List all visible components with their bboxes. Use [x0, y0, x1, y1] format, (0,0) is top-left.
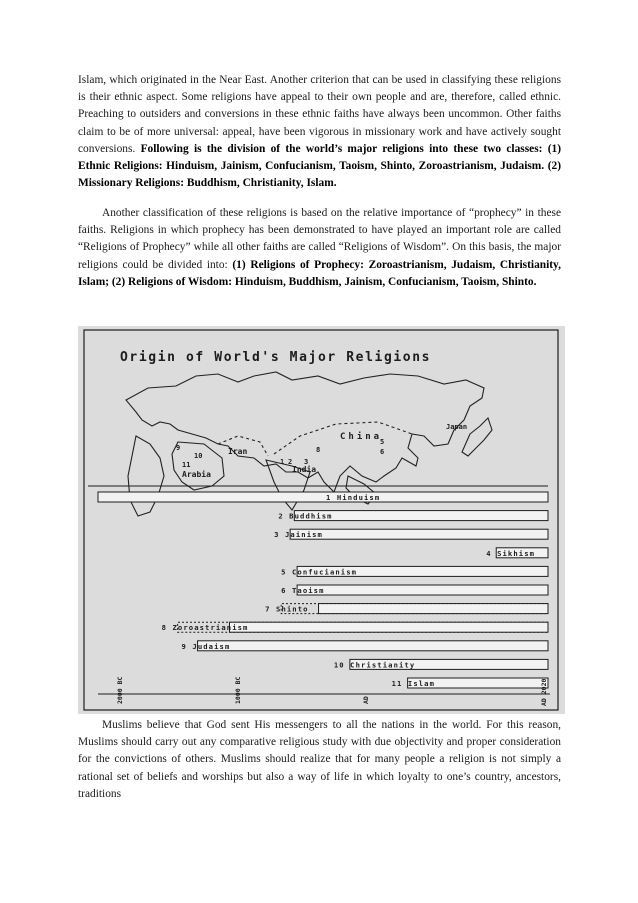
bar-hinduism: [98, 492, 548, 502]
bar-label-islam: 11 Islam: [391, 679, 436, 688]
bar-label-sikhism: 4 Sikhism: [486, 548, 536, 558]
map-label-iran: Iran: [228, 447, 248, 456]
map-number-6: 6: [380, 448, 385, 456]
bar-zoroastrianism: [229, 622, 548, 632]
bar-judaism: [198, 641, 548, 651]
bar-label-buddhism: 2 Buddhism: [278, 511, 333, 521]
map-number-3: 3: [304, 458, 309, 466]
bar-label-zoroastrianism: 8 Zoroastrianism: [161, 623, 249, 633]
map-label-india: India: [292, 465, 317, 474]
map-number-2: 2: [288, 458, 293, 466]
religions-origin-figure: [78, 326, 565, 714]
paragraph-2-bold: (1) Religions of Prophecy: Zoroastrianism, Judaism, Christianity, Islam; (2) Religions of Wisdom: Hinduism, Buddhism, Jainism, Confucianism, Taoism, Shinto.: [78, 258, 561, 288]
axis-tick-ad: AD: [362, 696, 370, 704]
map-number-1: 1: [280, 458, 285, 466]
paragraph-ethnic-classification: [78, 72, 561, 192]
map-label-china: China: [340, 432, 383, 442]
map-number-8: 8: [316, 446, 321, 454]
bar-label-hinduism: 1 Hinduism: [326, 493, 381, 502]
bar-label-shinto: 7 Shinto: [265, 604, 309, 614]
axis-tick-2000bc: 2000 BC: [116, 676, 124, 704]
paragraph-1-bold: Following is the division of the world’s major religions into these two classes: (1) Ethnic Religions: Hinduism, Jainism, Confucianism, Taoism, Shinto, Zoroastrianism, Judaism. (2) Missionary Religions: Buddhism, Christianity, Islam.: [78, 142, 561, 190]
bar-shinto: [319, 604, 548, 614]
map-number-9: 9: [176, 444, 181, 452]
map-number-5: 5: [380, 438, 385, 446]
bar-label-judaism: 9 Judaism: [181, 641, 231, 651]
map-number-10: 10: [194, 452, 203, 460]
paragraph-prophecy-classification: [78, 205, 561, 291]
bar-label-christianity: 10 Christianity: [333, 660, 416, 670]
paragraph-muslim-objectivity: Muslims believe that God sent His messengers to all the nations in the world. For this reason, Muslims should carry out any comparative religious study with due objectivity and proper consideration for the convictions of others. Muslims should realize that for many people a religion is not simply a rational set of beliefs and worships but also a way of life in which loyalty to one’s country, ancestors, traditions: [78, 719, 561, 800]
paragraph-1-intro: Islam, which originated in the Near East. Another criterion that can be used in classifying these religions is their ethnic aspect. Some religions have appeal to their own people and are, therefore, called ethnic. Preaching to outsiders and conversions in these ethnic faiths have always been uncommon. Other faiths claim to be of more universal: appeal, have been vigorous in missionary work and have actively sought conversions.: [78, 74, 561, 155]
bar-label-confucianism: 5 Confucianism: [281, 567, 358, 577]
paragraph-2-intro: Another classification of these religions is based on the relative importance of “prophecy” in these faiths. Religions in which prophecy has been demonstrated to have played an important role are called “Religions of Prophecy” while all other faiths are called “Religions of Wisdom”. On this basis, the major religions could be divided into:: [78, 207, 561, 271]
axis-tick-ad-2020: AD 2020: [540, 678, 548, 706]
bar-label-taoism: 6 Taoism: [281, 586, 325, 595]
axis-tick-1000bc: 1000 BC: [234, 676, 242, 704]
figure-title: Origin of World's Major Religions: [120, 350, 432, 365]
bar-label-jainism: 3 Jainism: [274, 530, 324, 540]
map-label-arabia: Arabia: [182, 470, 211, 479]
bar-taoism: [297, 585, 548, 595]
bar-jainism: [290, 529, 548, 539]
religions-origin-svg: [78, 326, 565, 714]
map-number-11: 11: [182, 461, 191, 469]
map-label-japan: Japan: [446, 423, 468, 431]
